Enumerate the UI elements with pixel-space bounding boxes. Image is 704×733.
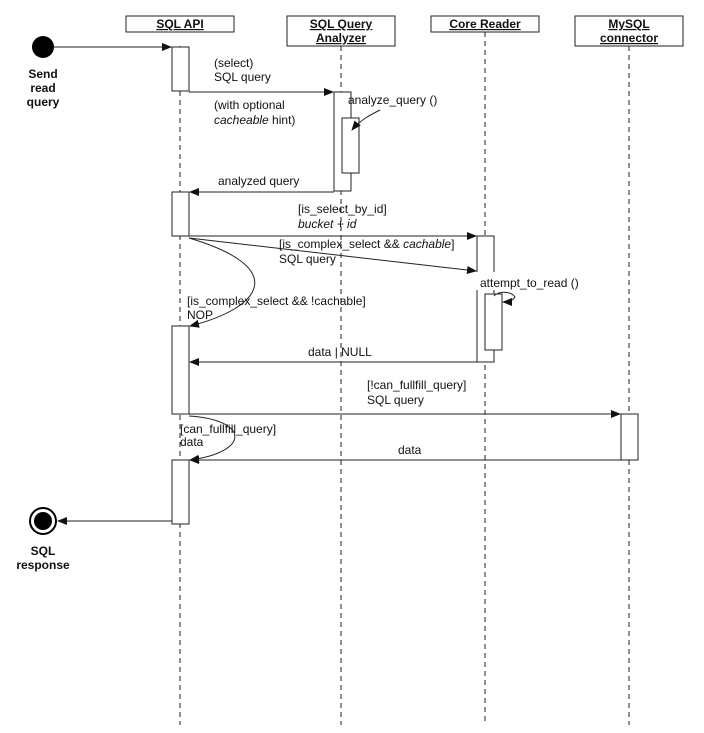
start-label-1: Send — [28, 67, 58, 81]
message-mysql-data-label: data — [398, 443, 422, 457]
activation-mysql-1 — [621, 414, 638, 460]
start-label-2: read — [30, 81, 56, 95]
end-label-1: SQL — [30, 544, 56, 558]
end-label-2: response — [16, 558, 70, 572]
message-complex-not-cachable-label-1: [is_complex_select && !cachable] — [187, 294, 366, 308]
activation-sql-api-3 — [172, 326, 189, 414]
activation-sql-api-4 — [172, 460, 189, 524]
message-can-fulfill-label-2: data — [180, 435, 204, 449]
end-node-inner — [34, 512, 52, 530]
participant-analyzer-label-1: SQL Query — [309, 17, 373, 31]
activation-core-reader-nested — [485, 294, 502, 350]
message-cannot-fulfill-label-2: SQL query — [367, 393, 424, 407]
activation-analyzer-nested — [342, 118, 359, 173]
message-complex-cachable-b: ] — [451, 237, 455, 251]
message-select-note-1: (with optional — [214, 98, 285, 112]
message-select-label-1: (select) — [214, 56, 254, 70]
message-can-fulfill-label-1: [can_fullfill_query] — [180, 422, 277, 436]
start-node — [32, 36, 54, 58]
message-complex-cachable-a: [is_complex_select && — [279, 237, 404, 251]
activation-sql-api-2 — [172, 192, 189, 236]
participant-mysql-label-1: MySQL — [608, 17, 650, 31]
participant-analyzer-label-2: Analyzer — [315, 31, 367, 45]
message-cannot-fulfill-label-1: [!can_fullfill_query] — [367, 378, 467, 392]
participant-mysql-label-2: connector — [599, 31, 659, 45]
start-label-3: query — [26, 95, 60, 109]
self-message-analyze-label: analyze_query () — [348, 93, 438, 107]
message-select-by-id-label-2: bucket + id — [298, 217, 357, 231]
message-complex-cachable-label-1 — [279, 237, 454, 251]
participant-core-reader — [431, 16, 539, 32]
message-complex-cachable-italic: cachable — [403, 237, 452, 251]
participant-mysql — [575, 16, 683, 46]
message-select-note-rest: hint) — [268, 113, 296, 127]
participant-sql-api-label: SQL API — [156, 17, 204, 31]
message-complex-not-cachable-label-2: NOP — [187, 308, 214, 322]
message-data-or-null-label: data | NULL — [308, 345, 372, 359]
message-select-label-2: SQL query — [214, 70, 271, 84]
message-complex-cachable-label-2: SQL query — [279, 252, 336, 266]
activation-sql-api-1 — [172, 47, 189, 91]
message-analyzed-query-label: analyzed query — [218, 174, 300, 188]
message-select-note-2 — [214, 113, 295, 127]
participant-core-reader-label: Core Reader — [449, 17, 521, 31]
message-select-by-id-label-1: [is_select_by_id] — [298, 202, 387, 216]
self-message-read-label: attempt_to_read () — [480, 276, 579, 290]
message-select-note-italic: cacheable — [214, 113, 269, 127]
participant-sql-api — [126, 16, 234, 32]
participant-analyzer — [287, 16, 395, 46]
